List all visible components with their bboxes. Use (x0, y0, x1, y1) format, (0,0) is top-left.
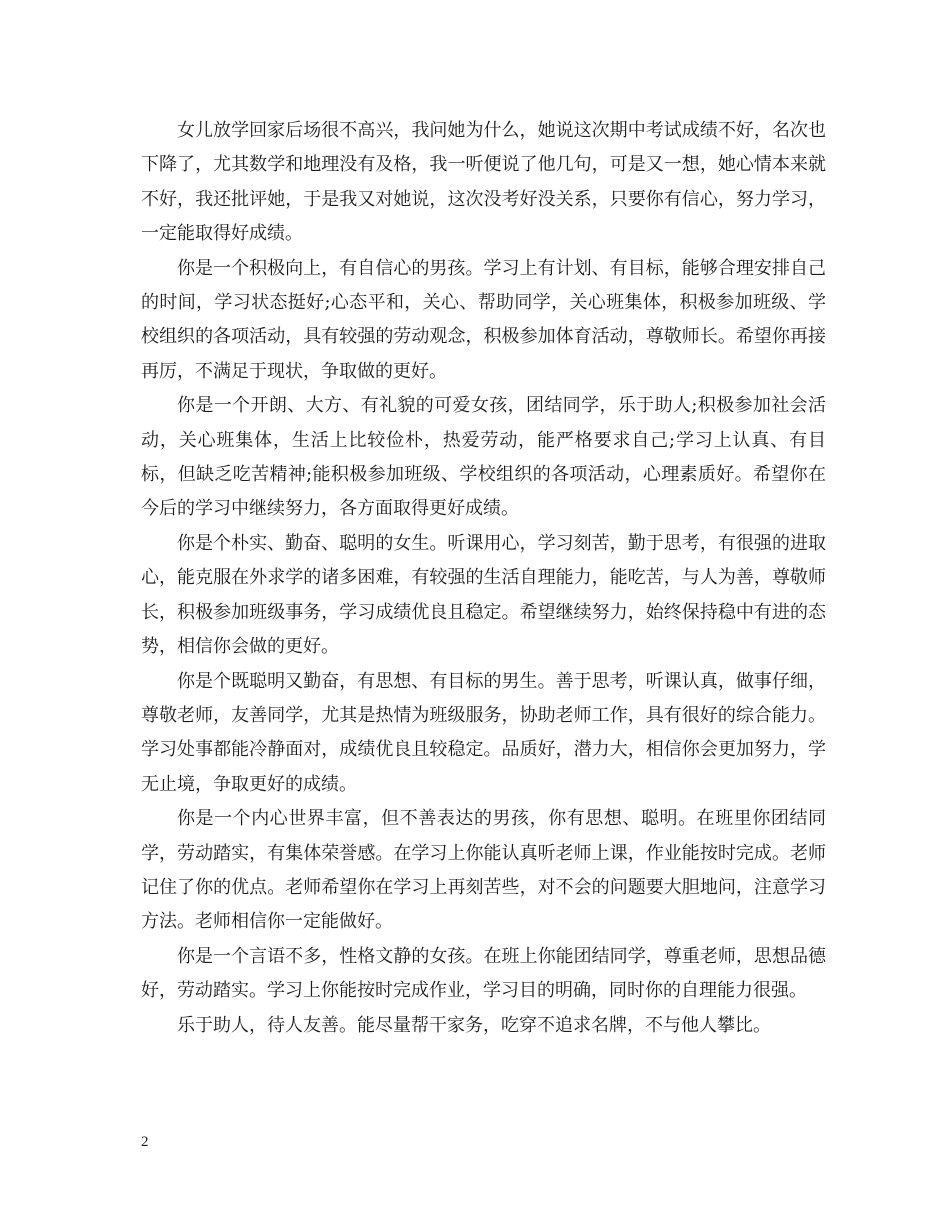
page-number: 2 (141, 1134, 149, 1150)
paragraph-1: 女儿放学回家后场很不高兴，我问她为什么，她说这次期中考试成绩不好，名次也下降了，尤其数学和地理没有及格，我一听便说了他几句，可是又一想，她心情本来就不好，我还批评她，于是我又对她说，这次没考好没关系，只要你有信心，努力学习，一定能取得好成绩。 (141, 120, 826, 245)
paragraph-5: 你是个既聪明又勤奋，有思想、有目标的男生。善于思考，听课认真，做事仔细，尊敬老师，友善同学，尤其是热情为班级服务，协助老师工作，具有很好的综合能力。学习处事都能冷静面对，成绩优良且较稳定。品质好，潜力大，相信你会更加努力，学无止境，争取更好的成绩。 (141, 670, 826, 795)
paragraph-3: 你是一个开朗、大方、有礼貌的可爱女孩，团结同学，乐于助人;积极参加社会活动，关心班集体，生活上比较俭朴，热爱劳动，能严格要求自己;学习上认真、有目标，但缺乏吃苦精神;能积极参加班级、学校组织的各项活动，心理素质好。希望你在今后的学习中继续努力，各方面取得更好成绩。 (141, 395, 826, 520)
paragraph-6: 你是一个内心世界丰富，但不善表达的男孩，你有思想、聪明。在班里你团结同学，劳动踏实，有集体荣誉感。在学习上你能认真听老师上课，作业能按时完成。老师记住了你的优点。老师希望你在学习上再刻苦些，对不会的问题要大胆地问，注意学习方法。老师相信你一定能做好。 (141, 808, 826, 933)
document-body (141, 114, 826, 1043)
paragraph-8: 乐于助人，待人友善。能尽量帮干家务，吃穿不追求名牌，不与他人攀比。 (177, 1014, 771, 1036)
paragraph-2: 你是一个积极向上，有自信心的男孩。学习上有计划、有目标，能够合理安排自己的时间，学习状态挺好;心态平和，关心、帮助同学，关心班集体，积极参加班级、学校组织的各项活动，具有较强的劳动观念，积极参加体育活动，尊敬师长。希望你再接再厉，不满足于现状，争取做的更好。 (141, 257, 826, 382)
paragraph-7: 你是一个言语不多，性格文静的女孩。在班上你能团结同学，尊重老师，思想品德好，劳动踏实。学习上你能按时完成作业，学习目的明确，同时你的自理能力很强。 (141, 945, 826, 1002)
paragraph-4: 你是个朴实、勤奋、聪明的女生。听课用心，学习刻苦，勤于思考，有很强的进取心，能克服在外求学的诸多困难，有较强的生活自理能力，能吃苦，与人为善，尊敬师长，积极参加班级事务，学习成绩优良且稳定。希望继续努力，始终保持稳中有进的态势，相信你会做的更好。 (141, 532, 826, 658)
